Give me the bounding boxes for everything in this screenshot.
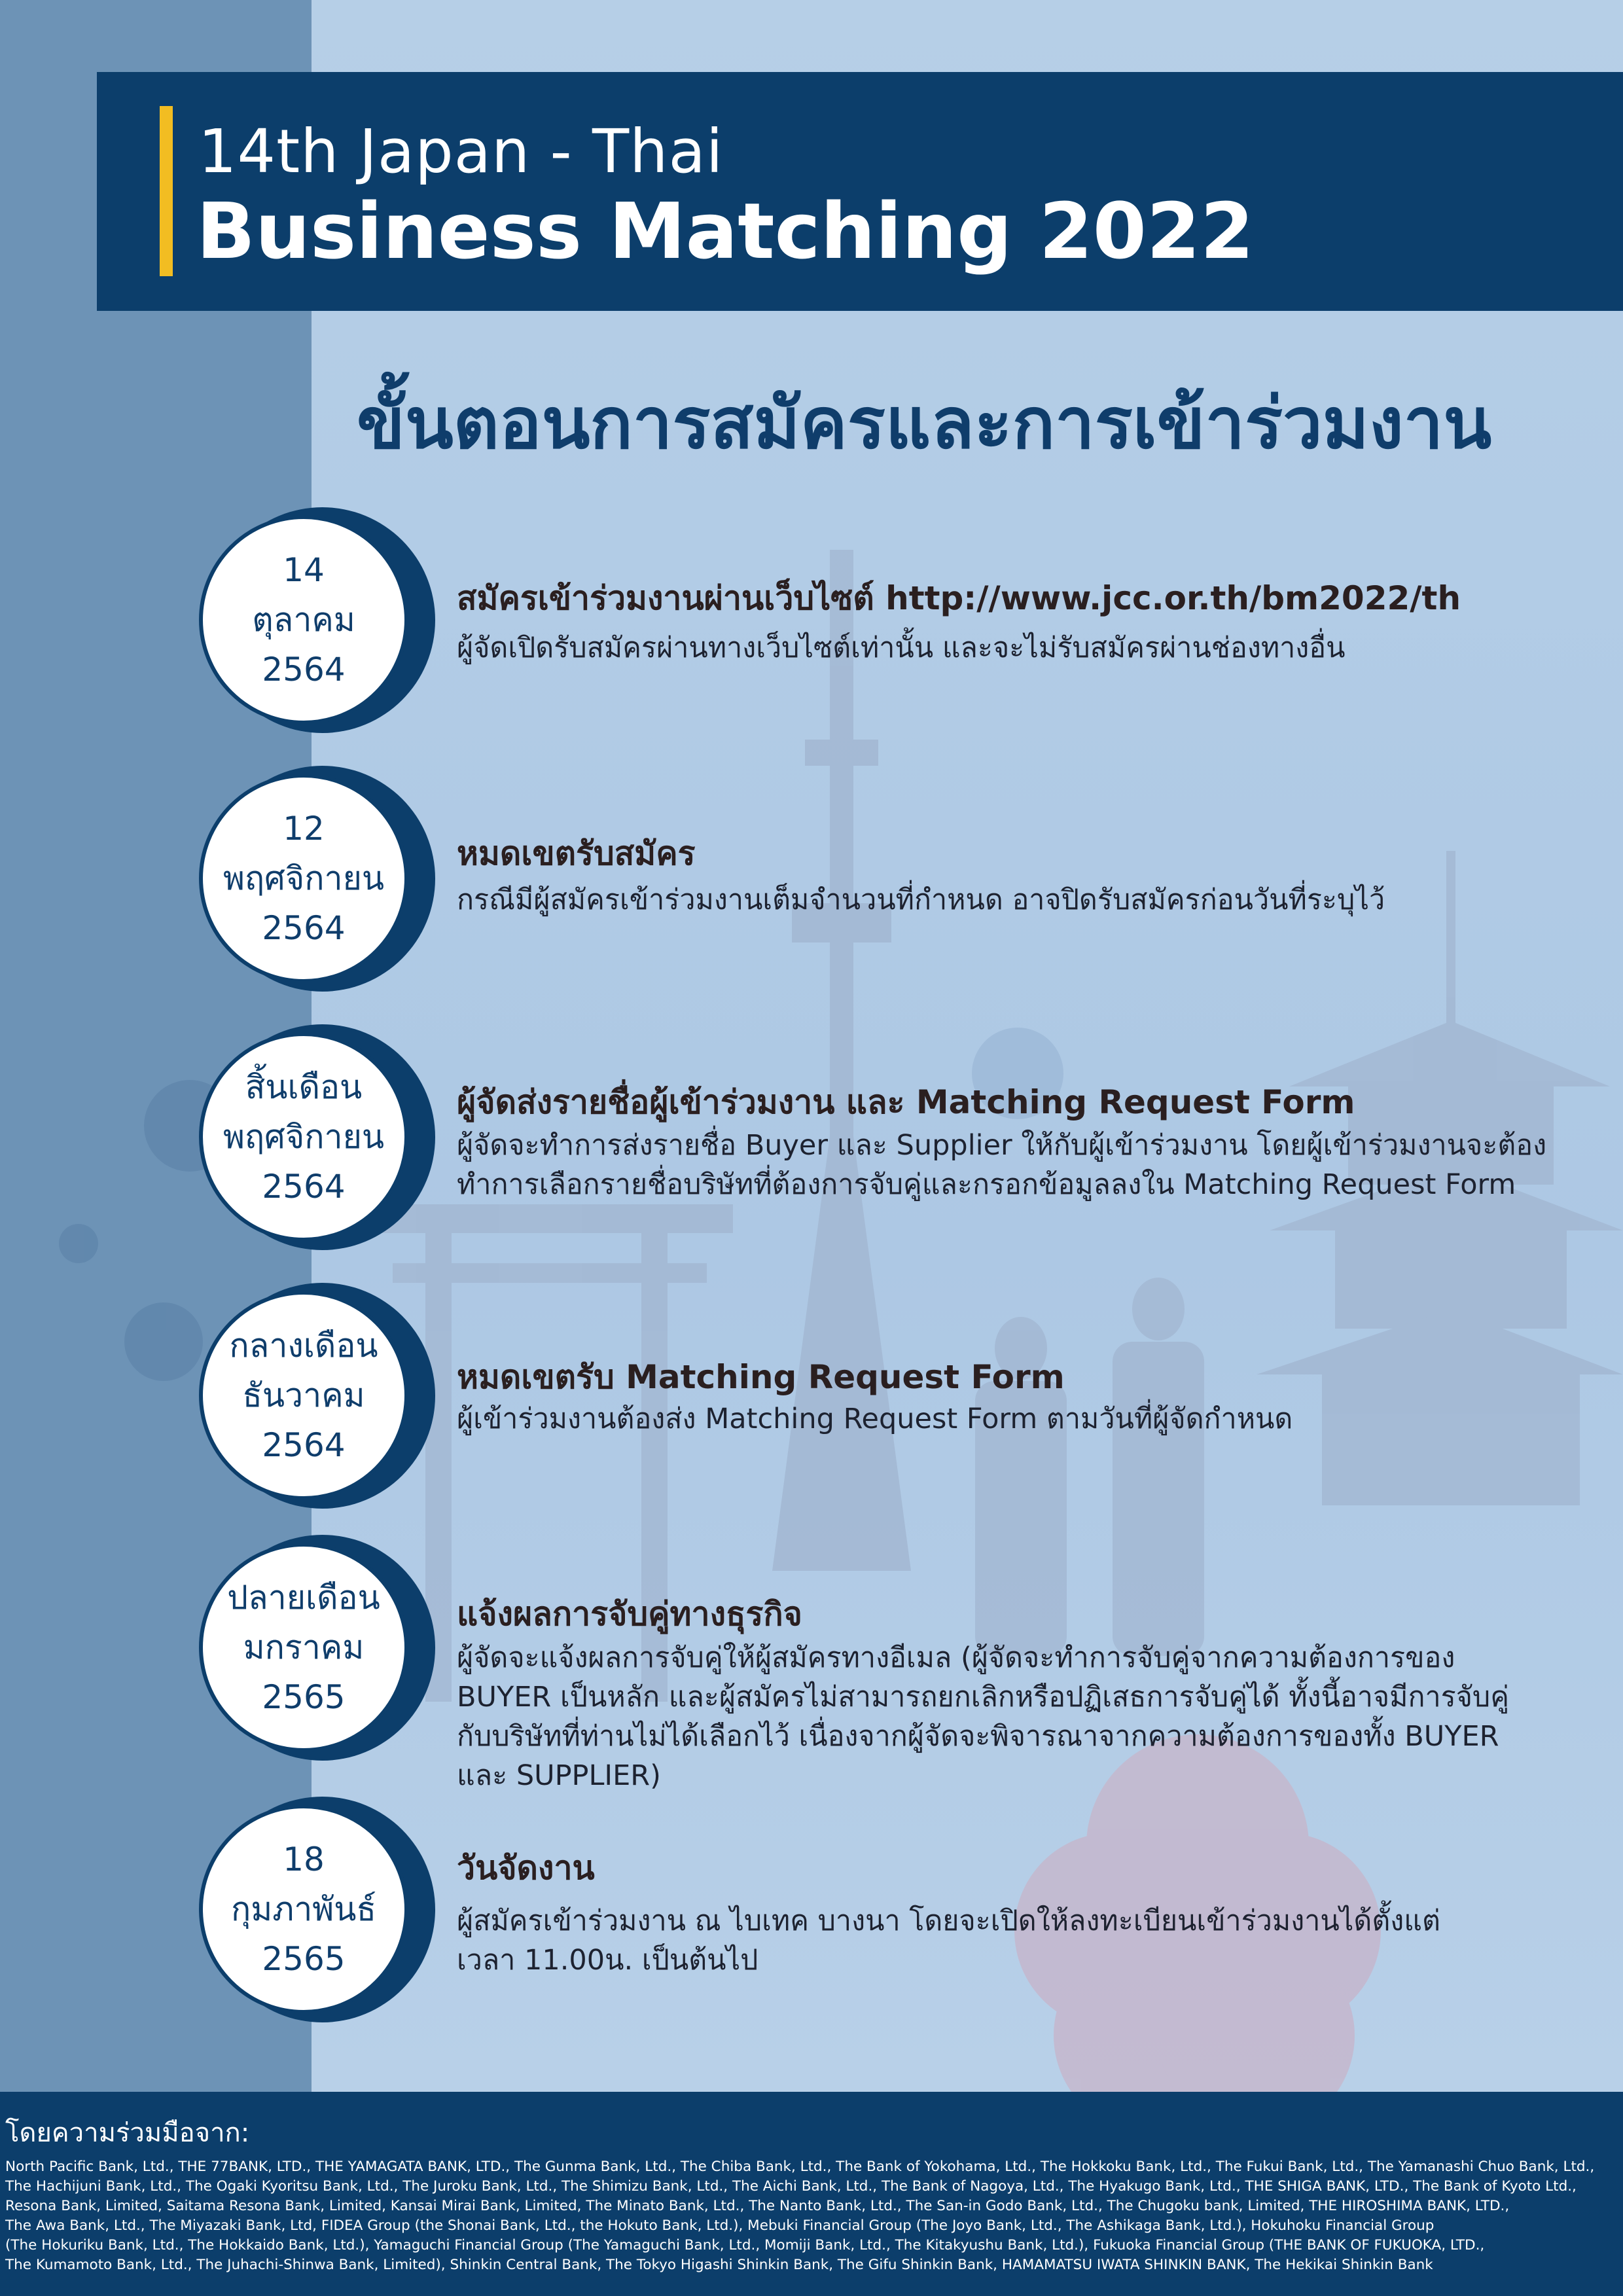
person-2-head: [1132, 1278, 1185, 1340]
date-year: 2564: [262, 1426, 346, 1464]
date-month: พฤศจิกายน: [223, 859, 385, 897]
partner-line: North Pacific Bank, Ltd., THE 77BANK, LTD., THE YAMAGATA BANK, LTD., The Gunma Bank, Ltd., The Chiba Bank, Ltd., The Bank of Yokohama, Ltd., The Hokkoku Bank, Ltd., The Fukui Bank, Ltd., The Yamanashi Chuo Bank, Ltd.,: [5, 2159, 1595, 2175]
description-line: ผู้เข้าร่วมงานต้องส่ง Matching Request Form ตามวันที่ผู้จัดกำหนด: [457, 1403, 1293, 1435]
date-day: กลางเดือน: [229, 1327, 378, 1365]
date-month: ตุลาคม: [252, 601, 355, 639]
description-line: กับบริษัทที่ท่านไม่ได้เลือกไว้ เนื่องจากผู้จัดจะพิจารณาจากความต้องการของทั้ง BUYER: [457, 1720, 1499, 1753]
date-day: 18: [283, 1840, 325, 1878]
partner-bank-list: [5, 2157, 1619, 2275]
tower-deck-upper: [805, 740, 878, 766]
step-description: [457, 880, 1385, 920]
step-title: หมดเขตรับสมัคร: [457, 834, 696, 872]
step-description: [457, 1399, 1293, 1439]
date-circle: [195, 1797, 434, 2022]
partners-heading: โดยความร่วมมือจาก:: [5, 2118, 250, 2148]
description-line: ผู้จัดเปิดรับสมัครผ่านทางเว็บไซต์เท่านั้น และจะไม่รับสมัครผ่านช่องทางอื่น: [457, 632, 1346, 664]
step-title: หมดเขตรับ Matching Request Form: [457, 1358, 1065, 1396]
header-accent-bar: [160, 106, 173, 276]
date-circle: [195, 1535, 434, 1761]
partners-footer: [0, 2092, 1623, 2296]
description-line: ผู้สมัครเข้าร่วมงาน ณ ไบเทค บางนา โดยจะเปิดให้ลงทะเบียนเข้าร่วมงานได้ตั้งแต่: [457, 1905, 1440, 1937]
partner-line: The Kumamoto Bank, Ltd., The Juhachi-Shinwa Bank, Limited), Shinkin Central Bank, The Tokyo Higashi Shinkin Bank, The Gifu Shinkin Bank, HAMAMATSU IWATA SHINKIN BANK, The Hekikai Shinkin Bank: [5, 2257, 1433, 2273]
date-month: ธันวาคม: [242, 1376, 365, 1414]
pagoda-roof-3: [1257, 1309, 1623, 1374]
description-line: ผู้จัดจะแจ้งผลการจับคู่ให้ผู้สมัครทางอีเมล (ผู้จัดจะทำการจับคู่จากความต้องการของ: [457, 1641, 1455, 1674]
event-subtitle: 14th Japan - Thai: [198, 117, 724, 187]
step-description: [457, 1901, 1440, 1980]
date-month: พฤศจิกายน: [223, 1118, 385, 1156]
event-title: Business Matching 2022: [196, 186, 1255, 276]
description-line: กรณีมีผู้สมัครเข้าร่วมงานเต็มจำนวนที่กำหนด อาจปิดรับสมัครก่อนวันที่ระบุไว้: [457, 884, 1385, 916]
step-description: [457, 628, 1346, 668]
step-title: สมัครเข้าร่วมงานผ่านเว็บไซต์ http://www.jcc.or.th/bm2022/th: [457, 579, 1461, 617]
description-line: เวลา 11.00น. เป็นต้นไป: [457, 1944, 758, 1977]
flower-decoration-2: [124, 1302, 203, 1381]
date-day: 14: [283, 551, 325, 589]
date-circle: [195, 766, 434, 992]
date-month: กุมภาพันธ์: [231, 1890, 376, 1928]
date-circle: [195, 1024, 434, 1250]
flower-decoration-3: [59, 1224, 98, 1263]
date-day: สิ้นเดือน: [245, 1068, 363, 1106]
page-title: ขั้นตอนการสมัครและการเข้าร่วมงาน: [357, 383, 1492, 465]
date-year: 2565: [262, 1678, 346, 1716]
pagoda-floor-3: [1322, 1374, 1580, 1505]
step-title: แจ้งผลการจับคู่ทางธุรกิจ: [457, 1595, 802, 1633]
date-year: 2564: [262, 1168, 346, 1206]
date-year: 2564: [262, 651, 346, 689]
date-year: 2565: [262, 1940, 346, 1978]
date-circle: [195, 1283, 434, 1509]
partner-line: The Hachijuni Bank, Ltd., The Ogaki Kyoritsu Bank, Ltd., The Juroku Bank, Ltd., The Shimizu Bank, Ltd., The Aichi Bank, Ltd., The Bank of Nagoya, Ltd., The Hyakugo Bank, Ltd., THE SHIGA BANK, LTD., The Bank of Kyoto Ltd.,: [5, 2178, 1577, 2195]
date-circle: [195, 507, 434, 733]
step-title: วันจัดงาน: [457, 1849, 595, 1887]
pagoda-spire: [1446, 851, 1455, 1047]
date-year: 2564: [262, 909, 346, 947]
step-title: ผู้จัดส่งรายชื่อผู้เข้าร่วมงาน และ Matching Request Form: [457, 1083, 1355, 1121]
event-header: [97, 72, 1623, 311]
date-day: ปลายเดือน: [227, 1579, 380, 1617]
description-line: ผู้จัดจะทำการส่งรายชื่อ Buyer และ Supplier ให้กับผู้เข้าร่วมงาน โดยผู้เข้าร่วมงานจะต้อง: [457, 1129, 1547, 1162]
partner-line: (The Hokuriku Bank, Ltd., The Hokkaido Bank, Ltd.), Yamaguchi Financial Group (The Yamaguchi Bank, Ltd., Momiji Bank, Ltd., The Kitakyushu Bank, Ltd.), Fukuoka Financial Group (THE BANK OF FUKUOKA, LTD.,: [5, 2237, 1485, 2253]
date-day: 12: [283, 810, 325, 848]
person-2-body: [1113, 1342, 1204, 1656]
description-line: และ SUPPLIER): [457, 1759, 661, 1792]
partner-line: The Awa Bank, Ltd., The Miyazaki Bank, Ltd, FIDEA Group (the Shonai Bank, Ltd., the Hokuto Bank, Ltd.), Mebuki Financial Group (The Joyo Bank, Ltd., The Ashikaga Bank, Ltd.), Hokuhoku Financial Group: [5, 2217, 1435, 2234]
description-line: ทำการเลือกรายชื่อบริษัทที่ต้องการจับคู่และกรอกข้อมูลลงใน Matching Request Form: [457, 1168, 1516, 1201]
partner-line: Resona Bank, Limited, Saitama Resona Bank, Limited, Kansai Mirai Bank, Limited, The Minato Bank, Ltd., The Nanto Bank, Ltd., The San-in Godo Bank, Ltd., The Chugoku bank, Limited, THE HIROSHIMA BANK, LTD.,: [5, 2198, 1510, 2214]
date-month: มกราคม: [243, 1628, 365, 1666]
step-description: [457, 1638, 1509, 1795]
step-description: [457, 1126, 1546, 1204]
description-line: BUYER เป็นหลัก และผู้สมัครไม่สามารถยกเลิกหรือปฏิเสธการจับคู่ได้ ทั้งนี้อาจมีการจับคู่: [457, 1681, 1509, 1713]
